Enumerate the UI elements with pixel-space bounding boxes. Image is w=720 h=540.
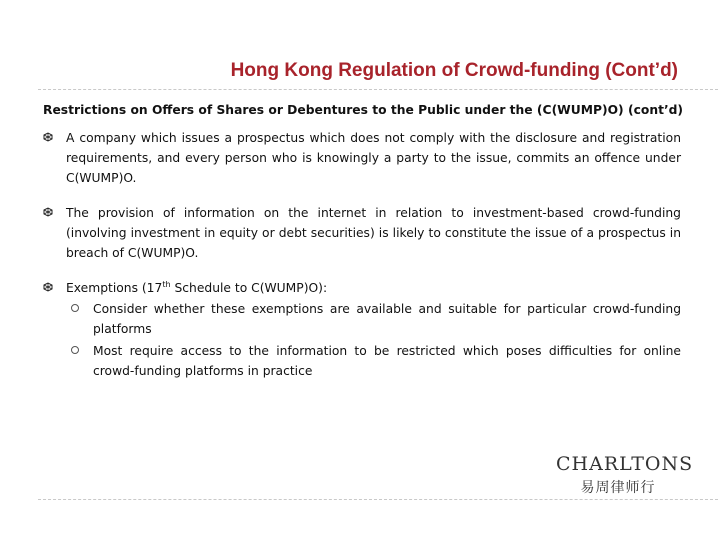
section-subheading: Restrictions on Offers of Shares or Debentures to the Public under the (C(WUMP)O) (cont’d) bbox=[43, 103, 684, 117]
charltons-logo bbox=[556, 453, 694, 497]
ordinal-superscript: th bbox=[162, 279, 171, 289]
bullet-list bbox=[43, 128, 681, 396]
logo-name: CHARLTONS bbox=[556, 453, 694, 475]
circle-bullet-icon bbox=[71, 346, 79, 354]
bullet-text bbox=[66, 278, 681, 298]
sub-bullet-item bbox=[66, 299, 681, 339]
exemptions-text-end: Schedule to C(WUMP)O): bbox=[170, 281, 328, 295]
bullet-text: A company which issues a prospectus which does not comply with the disclosure and registration requirements, and every person who is knowingly a party to the issue, commits an offence under C(WUMP)O. bbox=[66, 131, 681, 185]
slide-title: Hong Kong Regulation of Crowd-funding (Cont’d) bbox=[230, 60, 678, 81]
sub-bullet-text: Consider whether these exemptions are available and suitable for particular crowd-funding platforms bbox=[93, 302, 681, 336]
bullet-item bbox=[43, 128, 681, 188]
sub-bullet-item bbox=[66, 341, 681, 381]
sub-bullet-list bbox=[66, 299, 681, 381]
bottom-divider bbox=[38, 499, 718, 500]
logo-chinese-name: 易周律师行 bbox=[580, 480, 656, 496]
bullet-item bbox=[43, 278, 681, 381]
bullet-text: The provision of information on the internet in relation to investment-based crowd-funding (involving investment in equity or debt securities) is likely to constitute the issue of a prospectus in breach of C(WUMP)O. bbox=[66, 206, 681, 260]
bullet-icon bbox=[43, 282, 53, 292]
bullet-item bbox=[43, 203, 681, 263]
sub-bullet-text: Most require access to the information to be restricted which poses difficulties for online crowd-funding platforms in practice bbox=[93, 344, 681, 378]
bullet-icon bbox=[43, 207, 53, 217]
bullet-icon bbox=[43, 132, 53, 142]
top-divider bbox=[38, 89, 718, 90]
exemptions-text-start: Exemptions (17 bbox=[66, 281, 163, 295]
circle-bullet-icon bbox=[71, 304, 79, 312]
